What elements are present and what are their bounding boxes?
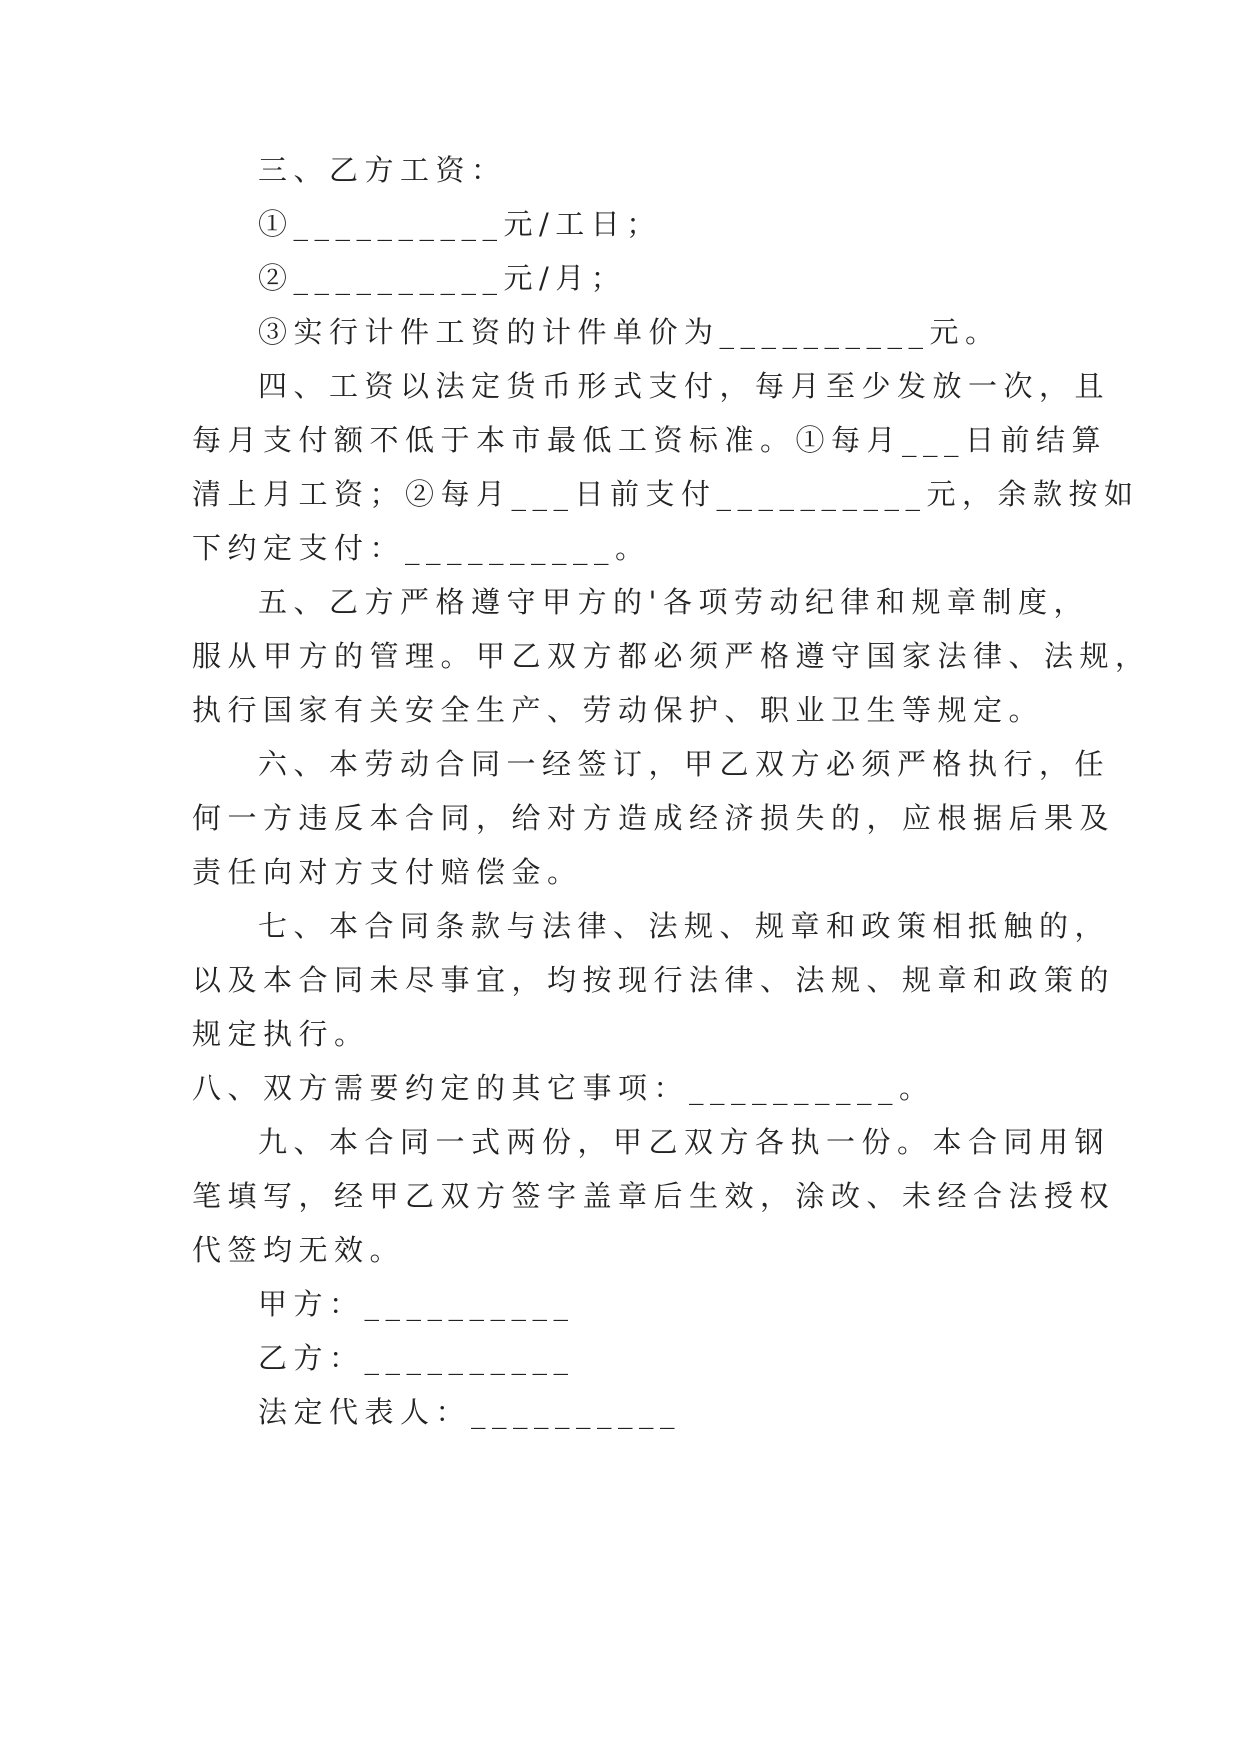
section-7-line-2: 以及本合同未尽事宜，均按现行法律、法规、规章和政策的 bbox=[192, 963, 1116, 997]
party-b-signature: 乙方：__________ bbox=[258, 1341, 575, 1375]
section-9-line-1: 九、本合同一式两份，甲乙双方各执一份。本合同用钢 bbox=[258, 1125, 1111, 1159]
section-6-line-2: 何一方违反本合同，给对方造成经济损失的，应根据后果及 bbox=[192, 801, 1116, 835]
wage-option-2: ②__________元/月； bbox=[258, 261, 627, 295]
section-9-line-2: 笔填写，经甲乙双方签字盖章后生效，涂改、未经合法授权 bbox=[192, 1179, 1116, 1213]
section-3-heading: 三、乙方工资： bbox=[258, 153, 507, 187]
section-8-line: 八、双方需要约定的其它事项：__________。 bbox=[192, 1071, 935, 1105]
section-4-line-2: 每月支付额不低于本市最低工资标准。①每月___日前结算 bbox=[192, 423, 1108, 457]
wage-option-1: ①__________元/工日； bbox=[258, 207, 662, 241]
section-4-line-4: 下约定支付：__________。 bbox=[192, 531, 651, 565]
section-9-line-3: 代签均无效。 bbox=[192, 1233, 406, 1267]
section-6-line-3: 责任向对方支付赔偿金。 bbox=[192, 855, 583, 889]
section-4-line-3: 清上月工资；②每月___日前支付__________元，余款按如 bbox=[192, 477, 1140, 511]
section-4-line-1: 四、工资以法定货币形式支付，每月至少发放一次，且 bbox=[258, 369, 1111, 403]
section-6-line-1: 六、本劳动合同一经签订，甲乙双方必须严格执行，任 bbox=[258, 747, 1111, 781]
section-7-line-3: 规定执行。 bbox=[192, 1017, 370, 1051]
wage-option-3: ③实行计件工资的计件单价为__________元。 bbox=[258, 315, 1001, 349]
section-5-line-3: 执行国家有关安全生产、劳动保护、职业卫生等规定。 bbox=[192, 693, 1045, 727]
section-5-line-1: 五、乙方严格遵守甲方的'各项劳动纪律和规章制度， bbox=[258, 585, 1089, 619]
party-a-signature: 甲方：__________ bbox=[258, 1287, 575, 1321]
section-7-line-1: 七、本合同条款与法律、法规、规章和政策相抵触的， bbox=[258, 909, 1111, 943]
section-5-line-2: 服从甲方的管理。甲乙双方都必须严格遵守国家法律、法规， bbox=[192, 639, 1151, 673]
legal-representative-signature: 法定代表人：__________ bbox=[258, 1395, 682, 1429]
